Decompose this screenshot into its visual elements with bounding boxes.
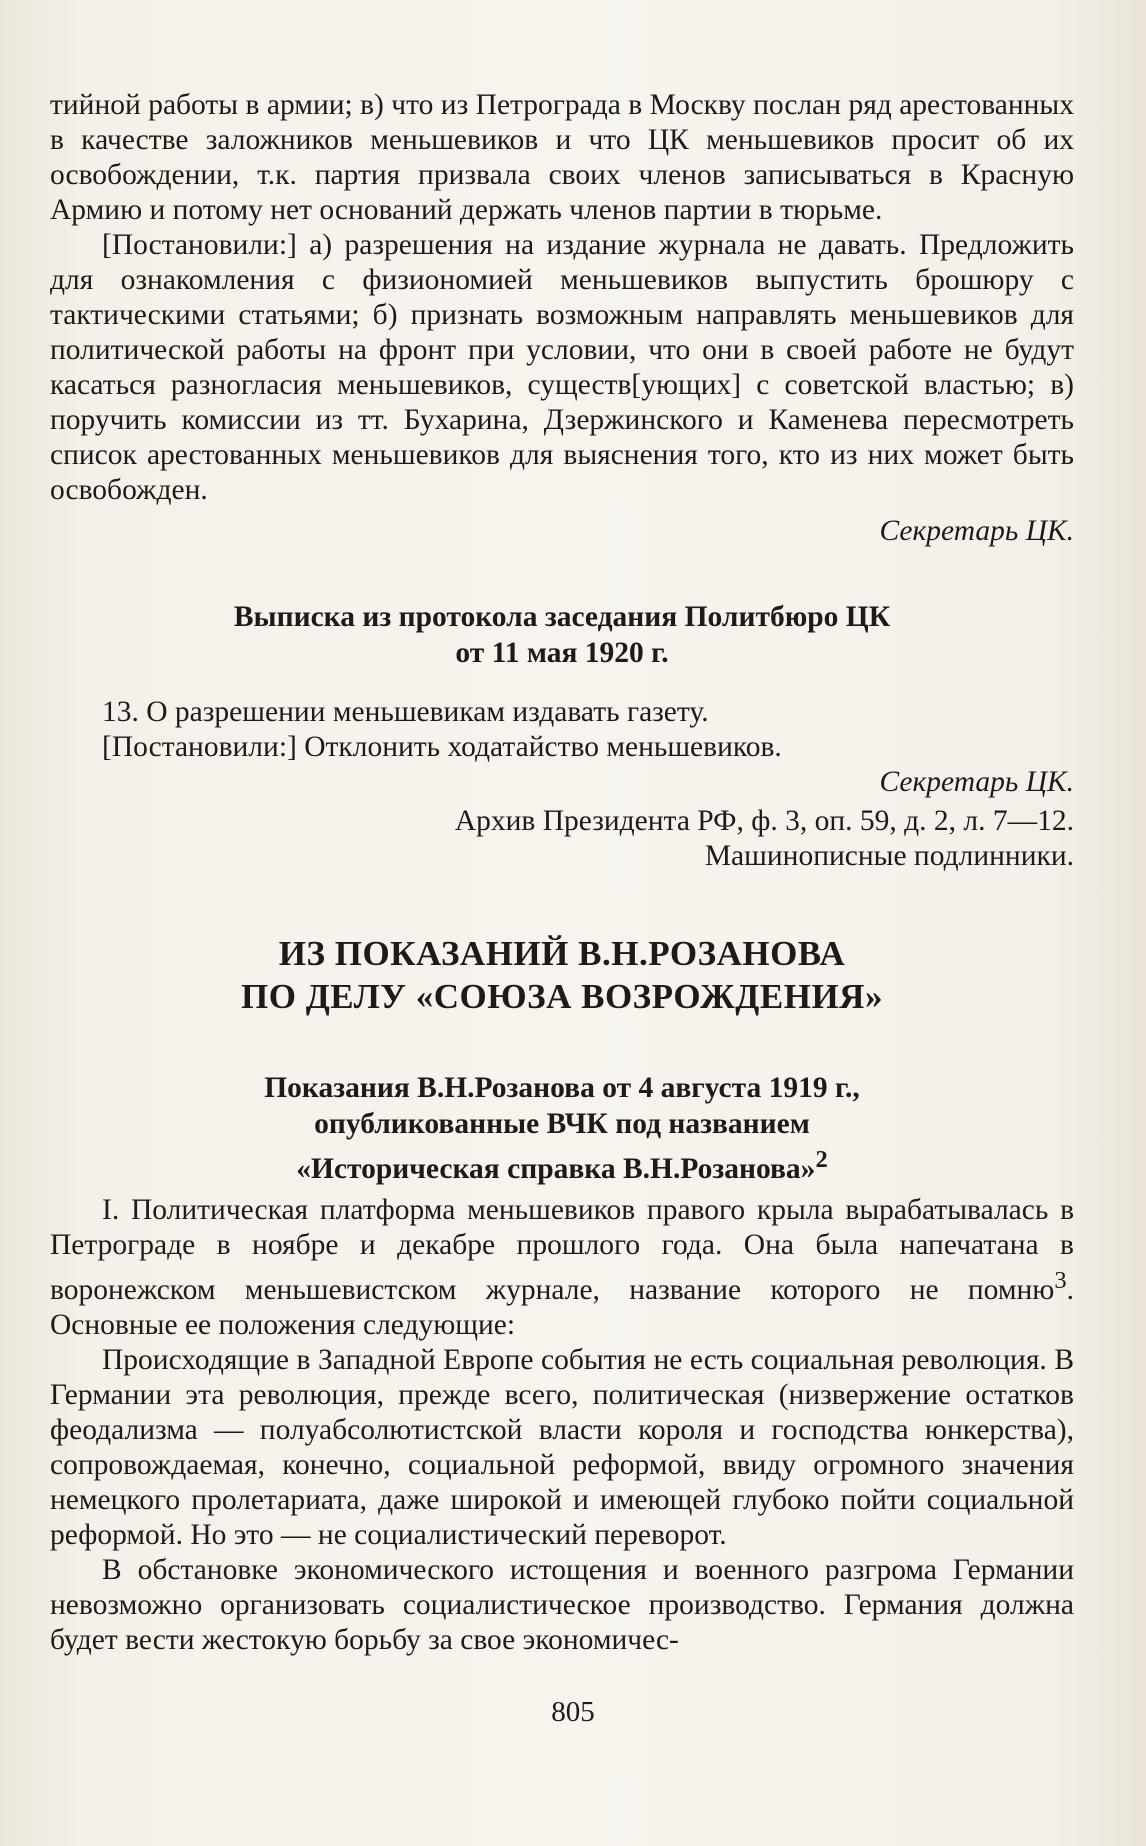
testimony-heading-line-3 (50, 1142, 1074, 1187)
signature-secretary-1: Секретарь ЦК. (879, 515, 1074, 547)
signature-secretary-2: Секретарь ЦК. (879, 766, 1074, 798)
paragraph-platform-tail: . Основные ее положения следующие: (50, 1273, 1074, 1341)
paragraph-army-work: тийной работы в армии; в) что из Петрограда в Москву послан ряд арестованных в качестве заложников меньшевиков и что ЦК меньшевиков просит об их освобождении, т.к. партия призвала своих членов записываться в Красную Армию и потому нет оснований держать членов партии в тюрьме. (50, 89, 1074, 226)
page-number: 805 (551, 1696, 595, 1728)
extract-heading-line-2: от 11 мая 1920 г. (455, 637, 669, 669)
testimony-heading-line-2: опубликованные ВЧК под названием (314, 1108, 810, 1140)
testimony-heading (50, 1070, 1074, 1187)
text-column (50, 88, 1074, 1658)
archive-reference: Архив Президента РФ, ф. 3, оп. 59, д. 2, л. 7—12. (454, 805, 1074, 837)
paragraph-platform (50, 1193, 1074, 1343)
paragraph-germany-economy: В обстановке экономического истощения и военного разгрома Германии невозможно организовать социалистическое производство. Германия должна будет вести жестокую борьбу за свое экономичес- (50, 1553, 1074, 1656)
paragraph-platform-text: I. Политическая платформа меньшевиков правого крыла вырабатывалась в Петрограде в ноябре и декабре прошлого года. Она была напечатана в воронежском меньшевистском журнале, название которого не помню (50, 1193, 1074, 1306)
archive-note: Машинописные подлинники. (704, 840, 1074, 872)
footnote-ref-2: 2 (815, 1146, 828, 1173)
section-title (50, 932, 1074, 1018)
item-13: 13. О разрешении меньшевикам издавать газету. (102, 696, 709, 728)
testimony-heading-line-3-text: «Историческая справка В.Н.Розанова» (296, 1152, 816, 1185)
section-title-line-2: ПО ДЕЛУ «СОЮЗА ВОЗРОЖДЕНИЯ» (241, 977, 883, 1016)
decision-13: [Постановили:] Отклонить ходатайство меньшевиков. (102, 731, 782, 763)
section-title-line-1: ИЗ ПОКАЗАНИЙ В.Н.РОЗАНОВА (278, 934, 846, 973)
paragraph-resolution-journal: [Постановили:] а) разрешения на издание журнала не давать. Предложить для ознакомления с физиономией меньшевиков выпустить брошюру с тактическими статьями; б) признать возможным направлять меньшевиков для политической работы на фронт при условии, что они в своей работе не будут касаться разногласия меньшевиков, существ[ующих] с советской властью; в) поручить комиссии из тт. Бухарина, Дзержинского и Каменева пересмотреть список арестованных меньшевиков для выяснения того, кто из них может быть освобожден. (50, 229, 1074, 506)
testimony-heading-line-1: Показания В.Н.Розанова от 4 августа 1919 г., (264, 1072, 860, 1104)
extract-heading-line-1: Выписка из протокола заседания Политбюро ЦК (233, 601, 891, 633)
footnote-ref-3: 3 (1054, 1266, 1067, 1294)
extract-heading (50, 599, 1074, 671)
paragraph-western-europe: Происходящие в Западной Европе события не есть социальная революция. В Германии эта революция, прежде всего, политическая (низвержение остатков феодализма — полуабсолютистской власти короля и господства юнкерства), сопровождаемая, конечно, социальной реформой, ввиду огромного значения немецкого пролетариата, даже широкой и имеющей глубоко пойти социальной реформой. Но это — не социалистический переворот. (50, 1343, 1074, 1551)
